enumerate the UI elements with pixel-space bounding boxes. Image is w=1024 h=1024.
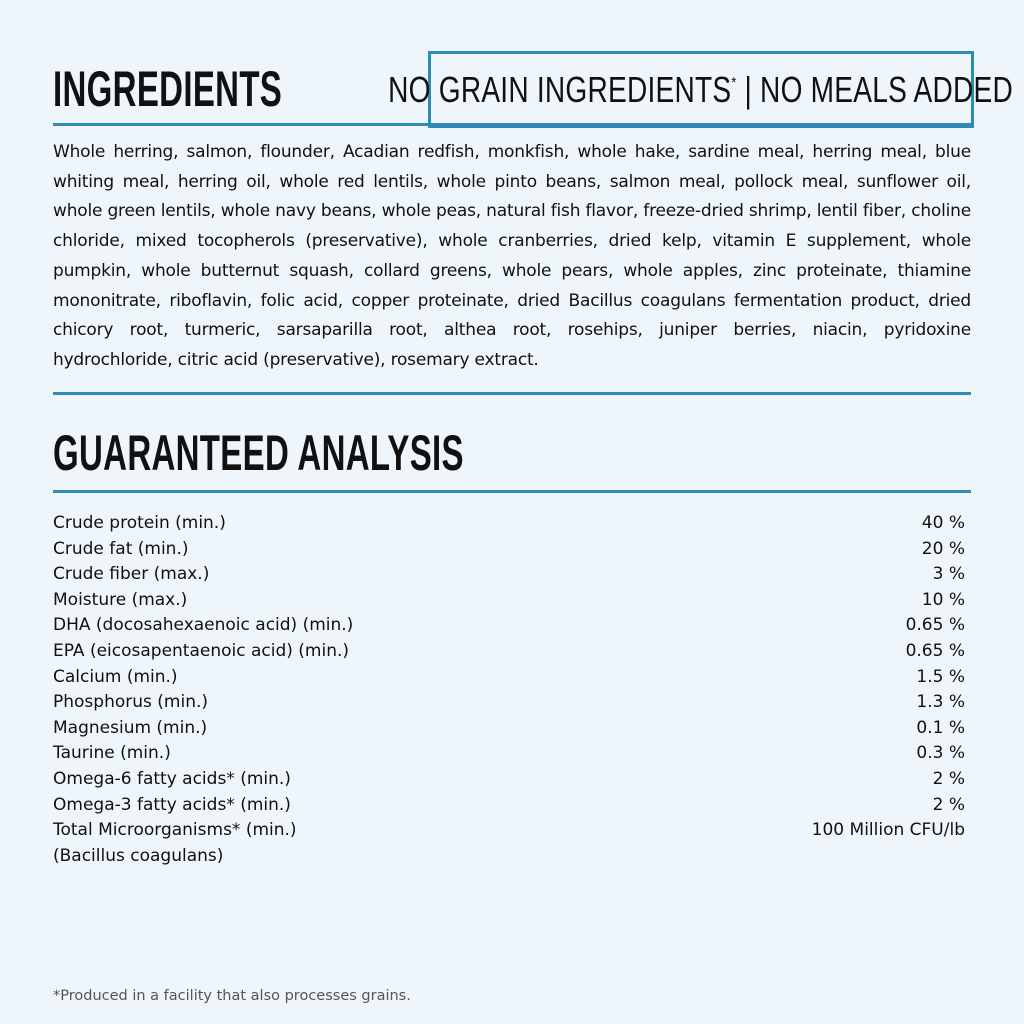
analysis-row — [53, 818, 965, 844]
nutrient-label: Taurine (min.) — [53, 743, 171, 764]
nutrient-label: EPA (eicosapentaenoic acid) (min.) — [53, 640, 350, 661]
analysis-note: (Bacillus coagulans) — [53, 845, 224, 866]
nutrient-value: 0.1 % — [916, 717, 965, 738]
ingredients-heading-rule — [53, 123, 971, 126]
analysis-row — [53, 690, 965, 716]
nutrient-label: Crude protein (min.) — [53, 513, 226, 533]
nutrient-label: Magnesium (min.) — [53, 717, 208, 738]
nutrient-label: Calcium (min.) — [53, 666, 178, 687]
nutrient-label: Moisture (max.) — [53, 589, 188, 610]
section-divider — [53, 392, 971, 395]
nutrient-label: Crude fat (min.) — [53, 538, 189, 559]
analysis-row — [53, 741, 965, 767]
analysis-row — [53, 665, 965, 691]
nutrient-label: Omega-3 fatty acids* (min.) — [53, 794, 291, 815]
nutrient-value: 100 Million CFU/lb — [811, 820, 965, 841]
nutrient-value: 0.3 % — [916, 743, 965, 764]
guaranteed-analysis-table — [53, 511, 965, 869]
analysis-row — [53, 537, 965, 563]
analysis-row — [53, 613, 965, 639]
guaranteed-analysis-heading: GUARANTEED ANALYSIS — [53, 425, 464, 481]
nutrient-value: 2 % — [932, 794, 965, 815]
ingredients-list: Whole herring, salmon, flounder, Acadian redfish, monkfish, whole hake, sardine meal, herring meal, blue whiting meal, herring oil, whole red lentils, whole pinto beans, salmon meal, pollock meal, sunflower oil, whole green lentils, whole navy beans, whole peas, natural fish flavor, freeze-dried shrimp, lentil fiber, choline chloride, mixed tocopherols (preservative), whole cranberries, dried kelp, vitamin E supplement, whole pumpkin, whole butternut squash, collard greens, whole pears, whole apples, zinc proteinate, thiamine mononitrate, riboflavin, folic acid, copper proteinate, dried Bacillus coagulans fermentation product, dried chicory root, turmeric, sarsaparilla root, althea root, rosehips, juniper berries, niacin, pyridoxine hydrochloride, citric acid (preservative), rosemary extract. — [53, 142, 972, 370]
ingredients-heading: INGREDIENTS — [53, 61, 283, 117]
analysis-row — [53, 767, 965, 793]
nutrient-label: Crude fiber (max.) — [53, 564, 210, 585]
nutrient-value: 0.65 % — [905, 615, 965, 636]
nutrient-value: 2 % — [932, 768, 965, 789]
nutrient-label: Phosphorus (min.) — [53, 692, 209, 713]
nutrient-value: 1.3 % — [916, 692, 965, 713]
analysis-row — [53, 562, 965, 588]
analysis-row — [53, 639, 965, 665]
nutrient-value: 0.65 % — [905, 640, 965, 661]
analysis-row — [53, 793, 965, 819]
nutrient-value: 1.5 % — [916, 666, 965, 687]
nutrient-label: Total Microorganisms* (min.) — [53, 820, 297, 841]
badge-text: NO GRAIN INGREDIENTS* | NO MEALS ADDED — [388, 68, 1014, 110]
analysis-row — [53, 588, 965, 614]
nutrient-label: DHA (docosahexaenoic acid) (min.) — [53, 615, 354, 636]
nutrient-value: 3 % — [932, 564, 965, 585]
analysis-row — [53, 716, 965, 742]
nutrient-value: 10 % — [921, 589, 965, 610]
footnote: *Produced in a facility that also processes grains. — [53, 988, 411, 1004]
nutrient-value: 40 % — [921, 513, 965, 533]
no-grain-badge — [388, 51, 1014, 128]
nutrient-value: 20 % — [921, 538, 965, 559]
nutrient-label: Omega-6 fatty acids* (min.) — [53, 768, 291, 789]
analysis-heading-rule — [53, 490, 971, 493]
analysis-row — [53, 511, 965, 537]
